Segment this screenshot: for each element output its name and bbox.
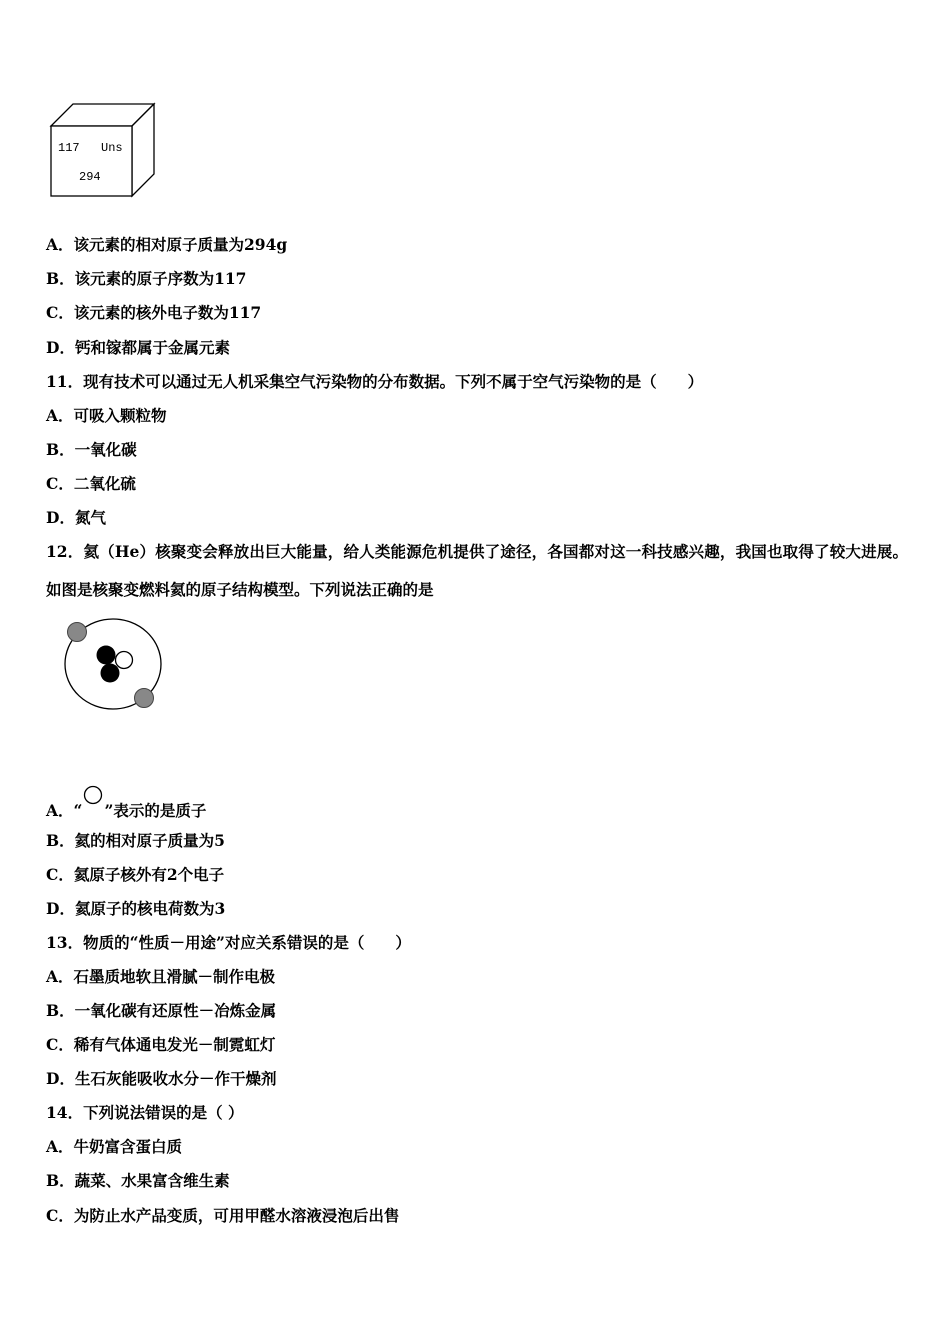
q14-option-b: B．蔬菜、水果富含维生素	[46, 1171, 230, 1190]
q13-option-d: D．生石灰能吸收水分－作干燥剂	[46, 1069, 277, 1088]
q13-option-c: C．稀有气体通电发光－制霓虹灯	[46, 1035, 276, 1054]
element-cell-figure	[44, 100, 160, 200]
q14-option-c: C．为防止水产品变质，可用甲醛水溶液浸泡后出售	[46, 1206, 400, 1225]
q10-option-c: C．该元素的核外电子数为117	[46, 303, 262, 322]
electron-particle	[135, 689, 154, 708]
q12-option-c: C．氦原子核外有2个电子	[46, 865, 225, 884]
q11-option-a: A．可吸入颗粒物	[46, 406, 167, 425]
q14-option-a: A．牛奶富含蛋白质	[46, 1137, 183, 1156]
proton-particle	[101, 664, 120, 683]
element-symbol: Uns	[101, 141, 123, 155]
q10-option-d: D．钙和镓都属于金属元素	[46, 338, 230, 357]
q14-stem: 14．下列说法错误的是（ ）	[46, 1103, 244, 1122]
q10-option-b: B．该元素的原子序数为117	[46, 269, 247, 288]
q12-option-a-suffix: ”表示的是质子	[104, 801, 207, 820]
neutron-particle	[116, 652, 133, 669]
q13-option-a: A．石墨质地软且滑腻－制作电极	[46, 967, 276, 986]
q11-stem: 11．现有技术可以通过无人机采集空气污染物的分布数据。下列不属于空气污染物的是（ ）	[46, 372, 704, 391]
q12-option-a-prefix: A．“	[46, 801, 83, 820]
q10-option-a: A．该元素的相对原子质量为294g	[46, 235, 288, 254]
q13-option-b: B．一氧化碳有还原性－冶炼金属	[46, 1001, 277, 1020]
q12-option-b: B．氦的相对原子质量为5	[46, 831, 225, 850]
q11-option-c: C．二氧化硫	[46, 474, 136, 493]
electron-particle	[68, 623, 87, 642]
q11-option-d: D．氮气	[46, 508, 106, 527]
element-atomic-number: 117	[58, 141, 80, 155]
proton-particle	[97, 646, 116, 665]
q12-option-d: D．氦原子的核电荷数为3	[46, 899, 226, 918]
q12-option-a	[46, 784, 206, 821]
hollow-circle-icon	[82, 784, 104, 806]
element-mass: 294	[79, 170, 101, 184]
q13-stem: 13．物质的“性质－用途”对应关系错误的是（ ）	[46, 933, 411, 952]
q12-stem: 12．氦（He）核聚变会释放出巨大能量，给人类能源危机提供了途径，各国都对这一科技感兴趣，我国也取得了较大进展。如图是核聚变燃料氦的原子结构模型。下列说法正确的是	[46, 542, 908, 599]
q11-option-b: B．一氧化碳	[46, 440, 137, 459]
helium-atom-model	[60, 618, 170, 714]
